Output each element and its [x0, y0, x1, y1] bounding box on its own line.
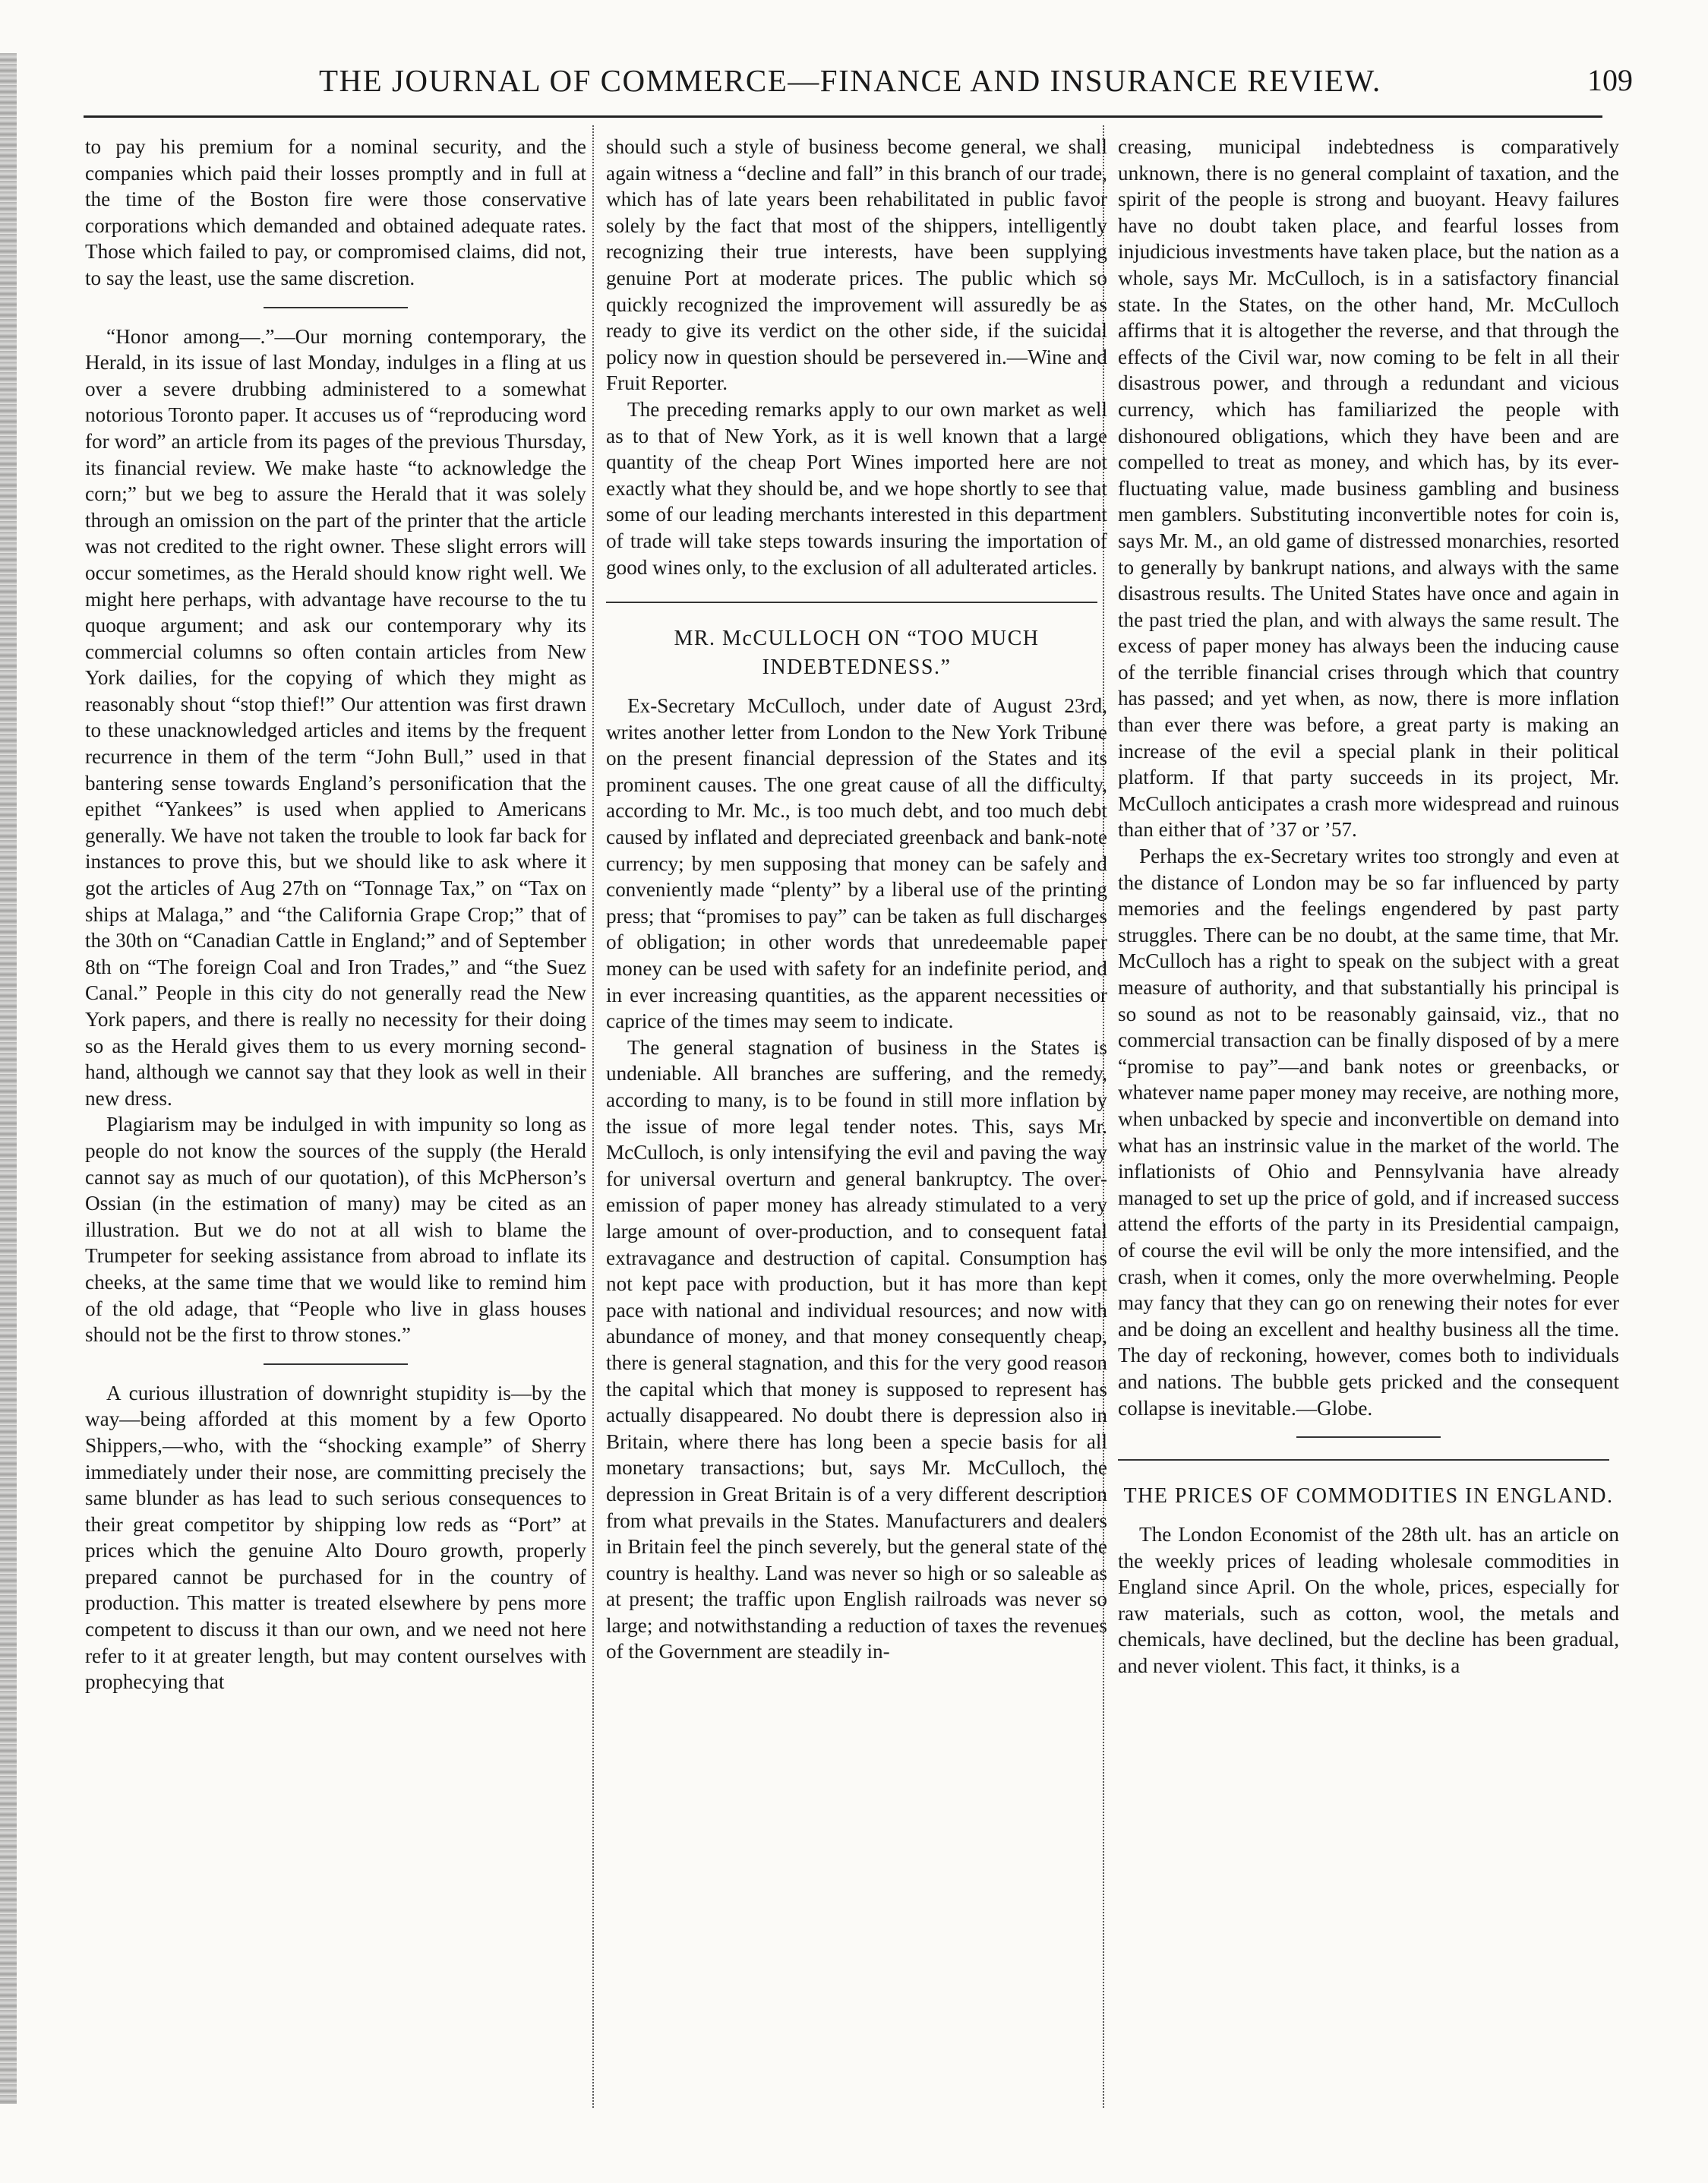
header-rule — [84, 115, 1602, 118]
article-headline: MR. McCULLOCH ON “TOO MUCH INDEBTEDNESS.” — [674, 627, 1040, 680]
section-divider — [1296, 1436, 1441, 1438]
article-paragraph: The preceding remarks apply to our own market as well as to that of New York, as it is well known that a large quantity of the cheap Port Wines imported here are not exactly what they should be, and we hope shortly to see that some of our leading merchants interested in this department of trade will take steps towards insuring the importation of good wines only, to the exclusion of all adulterated articles. — [606, 397, 1107, 579]
page-number: 109 — [1587, 63, 1633, 97]
headline-rule-top — [606, 602, 1097, 603]
article-paragraph: Ex-Secretary McCulloch, under date of August 23rd, writes another letter from London to the New York Tribune on the present financial depression of the States and its prominent causes. The one great cause of all the difficulty, according to Mr. Mc., is too much debt, and too much debt caused by inflated and depreciated greenback and bank-note currency; by men supposing that money can be safely and conveniently made “plenty” by a liberal use of the printing press; that “promises to pay” can be taken as full discharges of obligation; in other words that unredeemable paper money can be used with safety for an indefinite period, and in ever increasing quantities, as the apparent necessities or caprice of the times may seem to indicate. — [606, 694, 1107, 1033]
page-header — [61, 62, 1656, 108]
article-paragraph: creasing, municipal indebtedness is comparatively unknown, there is no general complaint of taxation, and the spirit of the people is strong and buoyant. Heavy failures have no doubt taken place, and fearful losses from injudicious investments have taken place, but the nation as a whole, says Mr. McCulloch, is in a satisfactory financial state. In the States, on the other hand, Mr. McCulloch affirms that it is altogether the reverse, and that through the effects of the Civil war, now coming to be felt in all their disastrous power, and through a redundant and vicious currency, which has familiarized the people with dishonoured obligations, which they have been and are compelled to treat as money, and which has, by its ever-fluctuating value, made business gambling and business men gamblers. Substituting inconvertible notes for coin is, says Mr. M., an old game of distressed monarchies, resorted to generally by bankrupt nations, and always with the same disastrous results. The United States have once and again in the past tried the plan, and with always the same result. The excess of paper money has always been the inducing cause of the terrible financial crises through which that country has passed; and yet when, as now, there is more inflation than ever there was before, a great party is making an increase of the evil a special plank in their political platform. If that party succeeds in its project, Mr. McCulloch anticipates a crash more widespread and ruinous than either that of ’37 or ’57. — [1118, 135, 1619, 842]
section-divider — [264, 1363, 408, 1365]
column-3 — [1118, 134, 1619, 1679]
column-divider-1 — [592, 125, 594, 2108]
article-paragraph: Plagiarism may be indulged in with impunity so long as people do not know the sources of the supply (the Herald cannot say as much of our quotation), of this McPherson’s Ossian (in the estimation of many) may be cited as an illustration. But we do not at all wish to blame the Trumpeter for seeking assistance from abroad to inflate its cheeks, at the same time that we would like to remind him of the old adage, that “People who live in glass houses should not be the first to throw stones.” — [85, 1113, 586, 1347]
scan-binding-edge — [0, 53, 17, 2104]
article-paragraph: A curious illustration of downright stupidity is—by the way—being afforded at this moment by a few Oporto Shippers,—who, with the “shocking example” of Sherry immediately under their nose, are committing precisely the same blunder as has lead to such serious consequences to their great competitor by shipping low reds as “Port” at prices which the genuine Alto Douro growth, properly prepared cannot be purchased for in the country of production. This matter is treated elsewhere by pens more competent to discuss it than our own, and we need not here refer to it at greater length, but may content ourselves with prophecying that — [85, 1381, 586, 1694]
column-1 — [85, 134, 586, 1695]
article-headline: THE PRICES OF COMMODITIES IN ENGLAND. — [1123, 1484, 1614, 1509]
article-headline-block — [606, 602, 1107, 693]
article-paragraph: Perhaps the ex-Secretary writes too strongly and even at the distance of London may be so far influenced by party memories and the feelings engendered by past party struggles. There can be no doubt, at the same time, that Mr. McCulloch has a right to speak on the subject with a great measure of authority, and that substantially his principal is so sound as not to be reasonably gainsaid, viz., that no commercial transaction can be finally disposed of by a mere “promise to pay”—and bank notes or greenbacks, or whatever name paper money may receive, are nothing more, when unbacked by specie and inconvertible on demand into what has an instrinsic value in the market of the world. The inflationists of Ohio and Pennsylvania have already managed to set up the price of gold, and if increased success attend the efforts of the party in its Presidential campaign, of course the evil will be only the more intensified, and the crash, when it comes, only the more overwhelming. People may fancy that they can go on renewing their notes for ever and be doing an excellent and healthy business all the time. The day of reckoning, however, comes both to individuals and nations. The bubble gets pricked and the consequent collapse is inevitable.—Globe. — [1118, 845, 1619, 1420]
article-paragraph: The London Economist of the 28th ult. has an article on the weekly prices of leading wholesale commodities in England since April. On the whole, prices, especially for raw materials, such as cotton, wool, the metals and chemicals, have declined, but the decline has been gradual, and never violent. This fact, it thinks, is a — [1118, 1523, 1619, 1678]
headline-rule-top — [1118, 1459, 1609, 1461]
journal-title: THE JOURNAL OF COMMERCE—FINANCE AND INSURANCE REVIEW. — [319, 63, 1381, 98]
article-paragraph: The general stagnation of business in the States is undeniable. All branches are suffering, and the remedy, according to many, is to be found in still more inflation by the issue of more legal tender notes. This, says Mr. McCulloch, is only intensifying the evil and paving the way for universal overturn and general bankruptcy. The over-emission of paper money has already stimulated to a very large amount of over-production, and to consequent fatal extravagance and destruction of capital. Consumption has not kept pace with production, but it has more than kept pace with national and individual resources; and now with abundance of money, and that money consequently cheap, there is general stagnation, and this for the very good reason the capital which that money is supposed to represent has actually disappeared. No doubt there is depression also in Britain, where there has long been a specie basis for all monetary transactions; but, says Mr. McCulloch, the depression in Great Britain is of a very different description from what prevails in the States. Manufacturers and dealers in Britain feel the pinch severely, but the general state of the country is healthy. Land was never so high or so saleable as at present; the traffic upon English railroads was never so large; and notwithstanding a reduction of taxes the revenues of the Government are steadily in- — [606, 1035, 1107, 1663]
column-2 — [606, 134, 1107, 1665]
article-paragraph: should such a style of business become general, we shall again witness a “decline and fall” in this branch of our trade, which has of late years been rehabilitated in public favor solely by the fact that most of the shippers, intelligently recognizing their true interests, have been supplying genuine Port at moderate prices. The public which so quickly recognized the improvement will assuredly be as ready to give its verdict on the other side, if the suicidal policy now in question should be persevered in.—Wine and Fruit Reporter. — [606, 135, 1107, 395]
section-divider — [264, 307, 408, 308]
article-headline-block — [1118, 1459, 1619, 1521]
article-paragraph: “Honor among—.”—Our morning contemporary, the Herald, in its issue of last Monday, indulges in a fling at us over a severe drubbing administered to a somewhat notorious Toronto paper. It accuses us of “reproducing word for word” an article from its pages of the previous Thursday, its financial review. We make haste “to acknowledge the corn;” but we beg to assure the Herald that it was solely through an omission on the part of the printer that the article was not credited to the right owner. These slight errors will occur sometimes, as the Herald should know right well. We might here perhaps, with advantage have recourse to the tu quoque argument; and ask our contemporary why its commercial columns so often contain articles from New York dailies, for the copying of which they might as reasonably shout “stop thief!” Our attention was first drawn to these unacknowledged articles and items by the frequent recurrence in them of the term “John Bull,” used in that bantering sense towards England’s personification that the epithet “Yankees” is used when applied to Americans generally. We have not taken the trouble to look far back for instances to prove this, but we should like to ask where it got the articles of Aug 27th on “Tonnage Tax,” on “Tax on ships at Malaga,” and “the California Grape Crop;” that of the 30th on “Canadian Cattle in England;” and of September 8th on “The foreign Coal and Iron Trades,” and “the Suez Canal.” People in this city do not generally read the New York papers, and there is really no necessity for their doing so as the Herald gives them to us every morning second-hand, although we cannot say that they look as well in their new dress. — [85, 324, 586, 1110]
article-paragraph: to pay his premium for a nominal security, and the companies which paid their losses promptly and in full at the time of the Boston fire were those conservative corporations which demanded and obtained adequate rates. Those which failed to pay, or compromised claims, did not, to say the least, use the same discretion. — [85, 135, 586, 289]
